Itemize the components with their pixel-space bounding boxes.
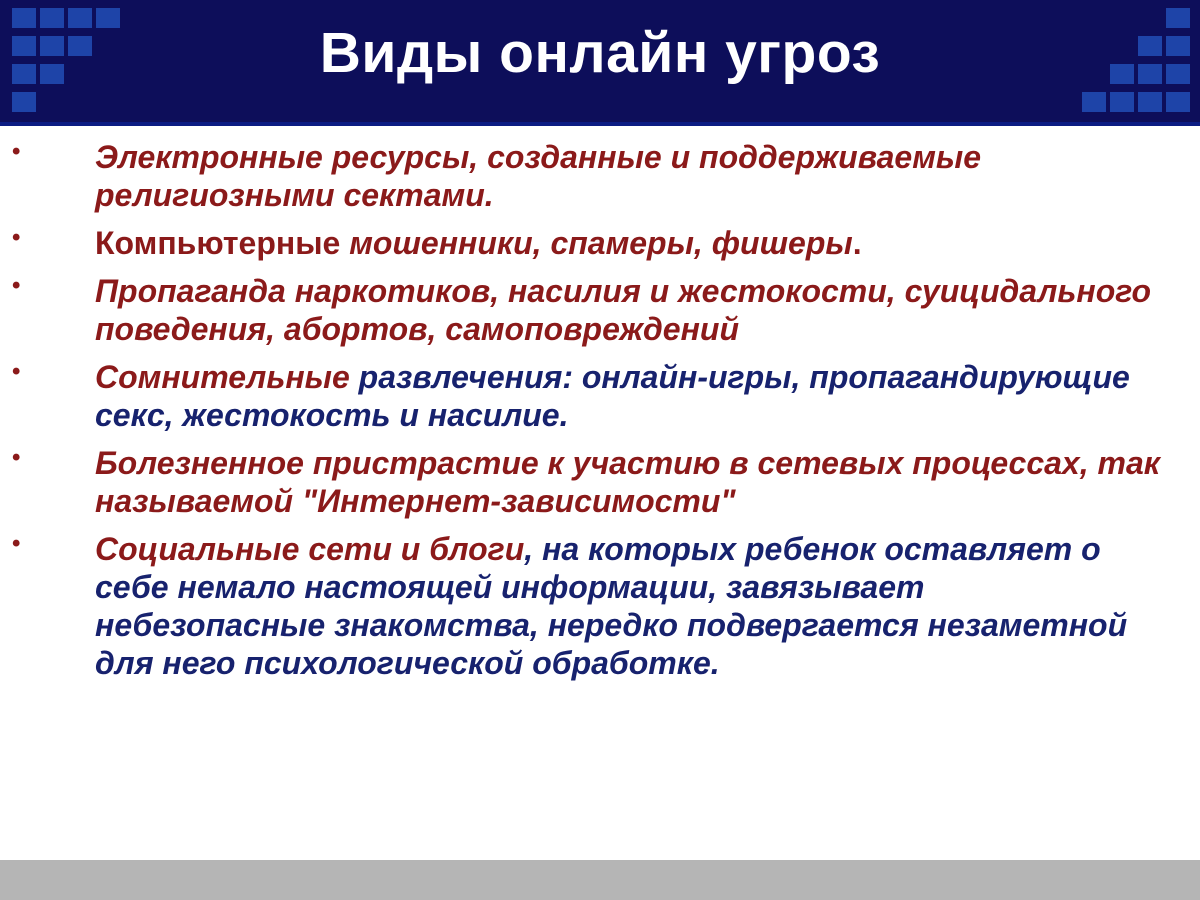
text-segment: Электронные ресурсы, созданные и поддерживаемые религиозными сектами. <box>95 139 981 213</box>
bullet-icon: • <box>12 444 21 471</box>
text-segment: развлечения: онлайн-игры, пропагандирующие секс, жестокость и насилие. <box>95 359 1130 433</box>
list-item <box>0 444 1200 520</box>
list-item-text <box>95 358 1160 434</box>
bullet-icon: • <box>12 272 21 299</box>
text-segment: мошенники, спамеры, фишеры <box>349 225 853 261</box>
list-item-text <box>95 224 1160 262</box>
slide-title: Виды онлайн угроз <box>319 21 881 85</box>
title-bar <box>0 0 1200 126</box>
decorative-square <box>1082 92 1106 112</box>
bullet-icon: • <box>12 138 21 165</box>
text-segment: Сомнительные <box>95 359 359 395</box>
bullet-icon: • <box>12 530 21 557</box>
list-item <box>0 138 1200 214</box>
list-item <box>0 530 1200 682</box>
decorative-square <box>1110 92 1134 112</box>
bullet-icon: • <box>12 224 21 251</box>
list-item-text <box>95 138 1160 214</box>
list-item-text <box>95 444 1160 520</box>
bullet-icon: • <box>12 358 21 385</box>
list-item <box>0 272 1200 348</box>
decorative-square <box>1138 92 1162 112</box>
text-segment: Болезненное пристрастие к участию в сетевых процессах, так называемой "Интернет-зависимости" <box>95 445 1160 519</box>
text-segment: , на которых ребенок оставляет о себе немало настоящей информации, завязывает небезопасные знакомства, нередко подвергается незаметной для него психологической обработке. <box>95 531 1128 681</box>
bullet-list <box>0 138 1200 682</box>
list-item-text <box>95 530 1160 682</box>
list-item-text <box>95 272 1160 348</box>
list-item <box>0 358 1200 434</box>
text-segment: Компьютерные <box>95 225 350 261</box>
decorative-square <box>1166 92 1190 112</box>
decorative-square <box>12 92 36 112</box>
footer-bar <box>0 860 1200 900</box>
text-segment: Пропаганда наркотиков, насилия и жестокости, суицидального поведения, абортов, самоповреждений <box>95 273 1152 347</box>
text-segment: Социальные сети и блоги <box>95 531 525 567</box>
text-segment: . <box>852 225 862 261</box>
list-item <box>0 224 1200 262</box>
